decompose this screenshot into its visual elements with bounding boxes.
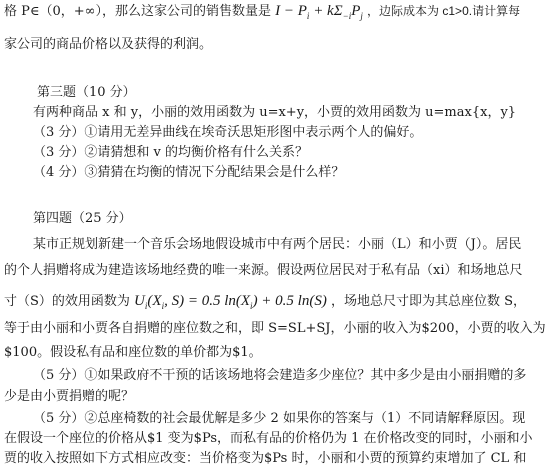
q4-item-2-line-2: 在假设一个座位的价格从$1 变为$Ps，而私有品的价格仍为 1 在价格改变的同时，小丽和小	[4, 431, 533, 446]
q4-item-2-line-3: 贾的收入按照如下方式相应改变：当价格变为$Ps 时，小丽和小贾的预算约束增加了 CL 和	[4, 451, 527, 466]
q4-para-line-4: 等于由小丽和小贾各自捐赠的座位数之和，即 S=SL+SJ，小丽的收入为$200，小贾的收入为	[4, 321, 546, 336]
q4-heading: 第四题（25 分）	[33, 211, 132, 226]
q4-para-line-2: 的个人捐赠将成为建造该场地经费的唯一来源。假设两位居民对于私有品（xi）和场地总尺	[4, 263, 523, 278]
intro-line-2: 家公司的商品价格以及获得的利润。	[4, 37, 213, 52]
q3-line-1: 有两种商品 x 和 y，小丽的效用函数为 u=x+y，小贾的效用函数为 u=max{x，y}	[33, 105, 517, 120]
q3-heading: 第三题（10 分）	[37, 85, 136, 100]
q4-para-line-3-text-b: ，场地总尺寸即为其总座位数 S，	[330, 294, 527, 309]
q3-item-1: （3 分）①请用无差异曲线在埃奇沃思矩形图中表示两个人的偏好。	[33, 125, 423, 140]
q4-item-1-line-2: 少是由小贾捐赠的呢？	[4, 389, 135, 404]
intro-line-1	[4, 2, 557, 25]
q4-item-1-line-1: （5 分）①如果政府不干预的话该场地将会建造多少座位？其中多少是由小丽捐赠的多	[33, 368, 527, 383]
q4-para-line-5: $100。假设私有品和座位数的单价都为$1。	[4, 345, 262, 360]
sales-quantity-formula: $I - P_i + k\Sigma_{-i}P_j$	[275, 3, 363, 21]
utility-function-formula: $U_i(X_i$, S) = 0.5 $\ln(X_i) + 0.5$ ln(S)	[134, 293, 327, 311]
q4-item-2-line-1: （5 分）②总座椅数的社会最优解是多少 2 如果你的答案与（1）不同请解释原因。现	[33, 411, 526, 426]
q4-para-line-3	[4, 292, 557, 315]
intro-text-b: ，边际成本为 c1>0.请计算每	[367, 4, 521, 18]
q4-para-line-3-text-a: 寸（S）的效用函数为	[4, 294, 130, 309]
intro-text-a: 格 P∈（0，+∞），那么这家公司的销售数量是	[4, 4, 271, 19]
q3-item-3: （4 分）③猜猜在均衡的情况下分配结果会是什么样？	[33, 165, 345, 180]
q3-item-2: （3 分）②请猜想和 v 的均衡价格有什么关系？	[33, 145, 309, 160]
q4-para-line-1: 某市正规划新建一个音乐会场地假设城市中有两个居民：小丽（L）和小贾（J）。居民	[33, 237, 522, 252]
